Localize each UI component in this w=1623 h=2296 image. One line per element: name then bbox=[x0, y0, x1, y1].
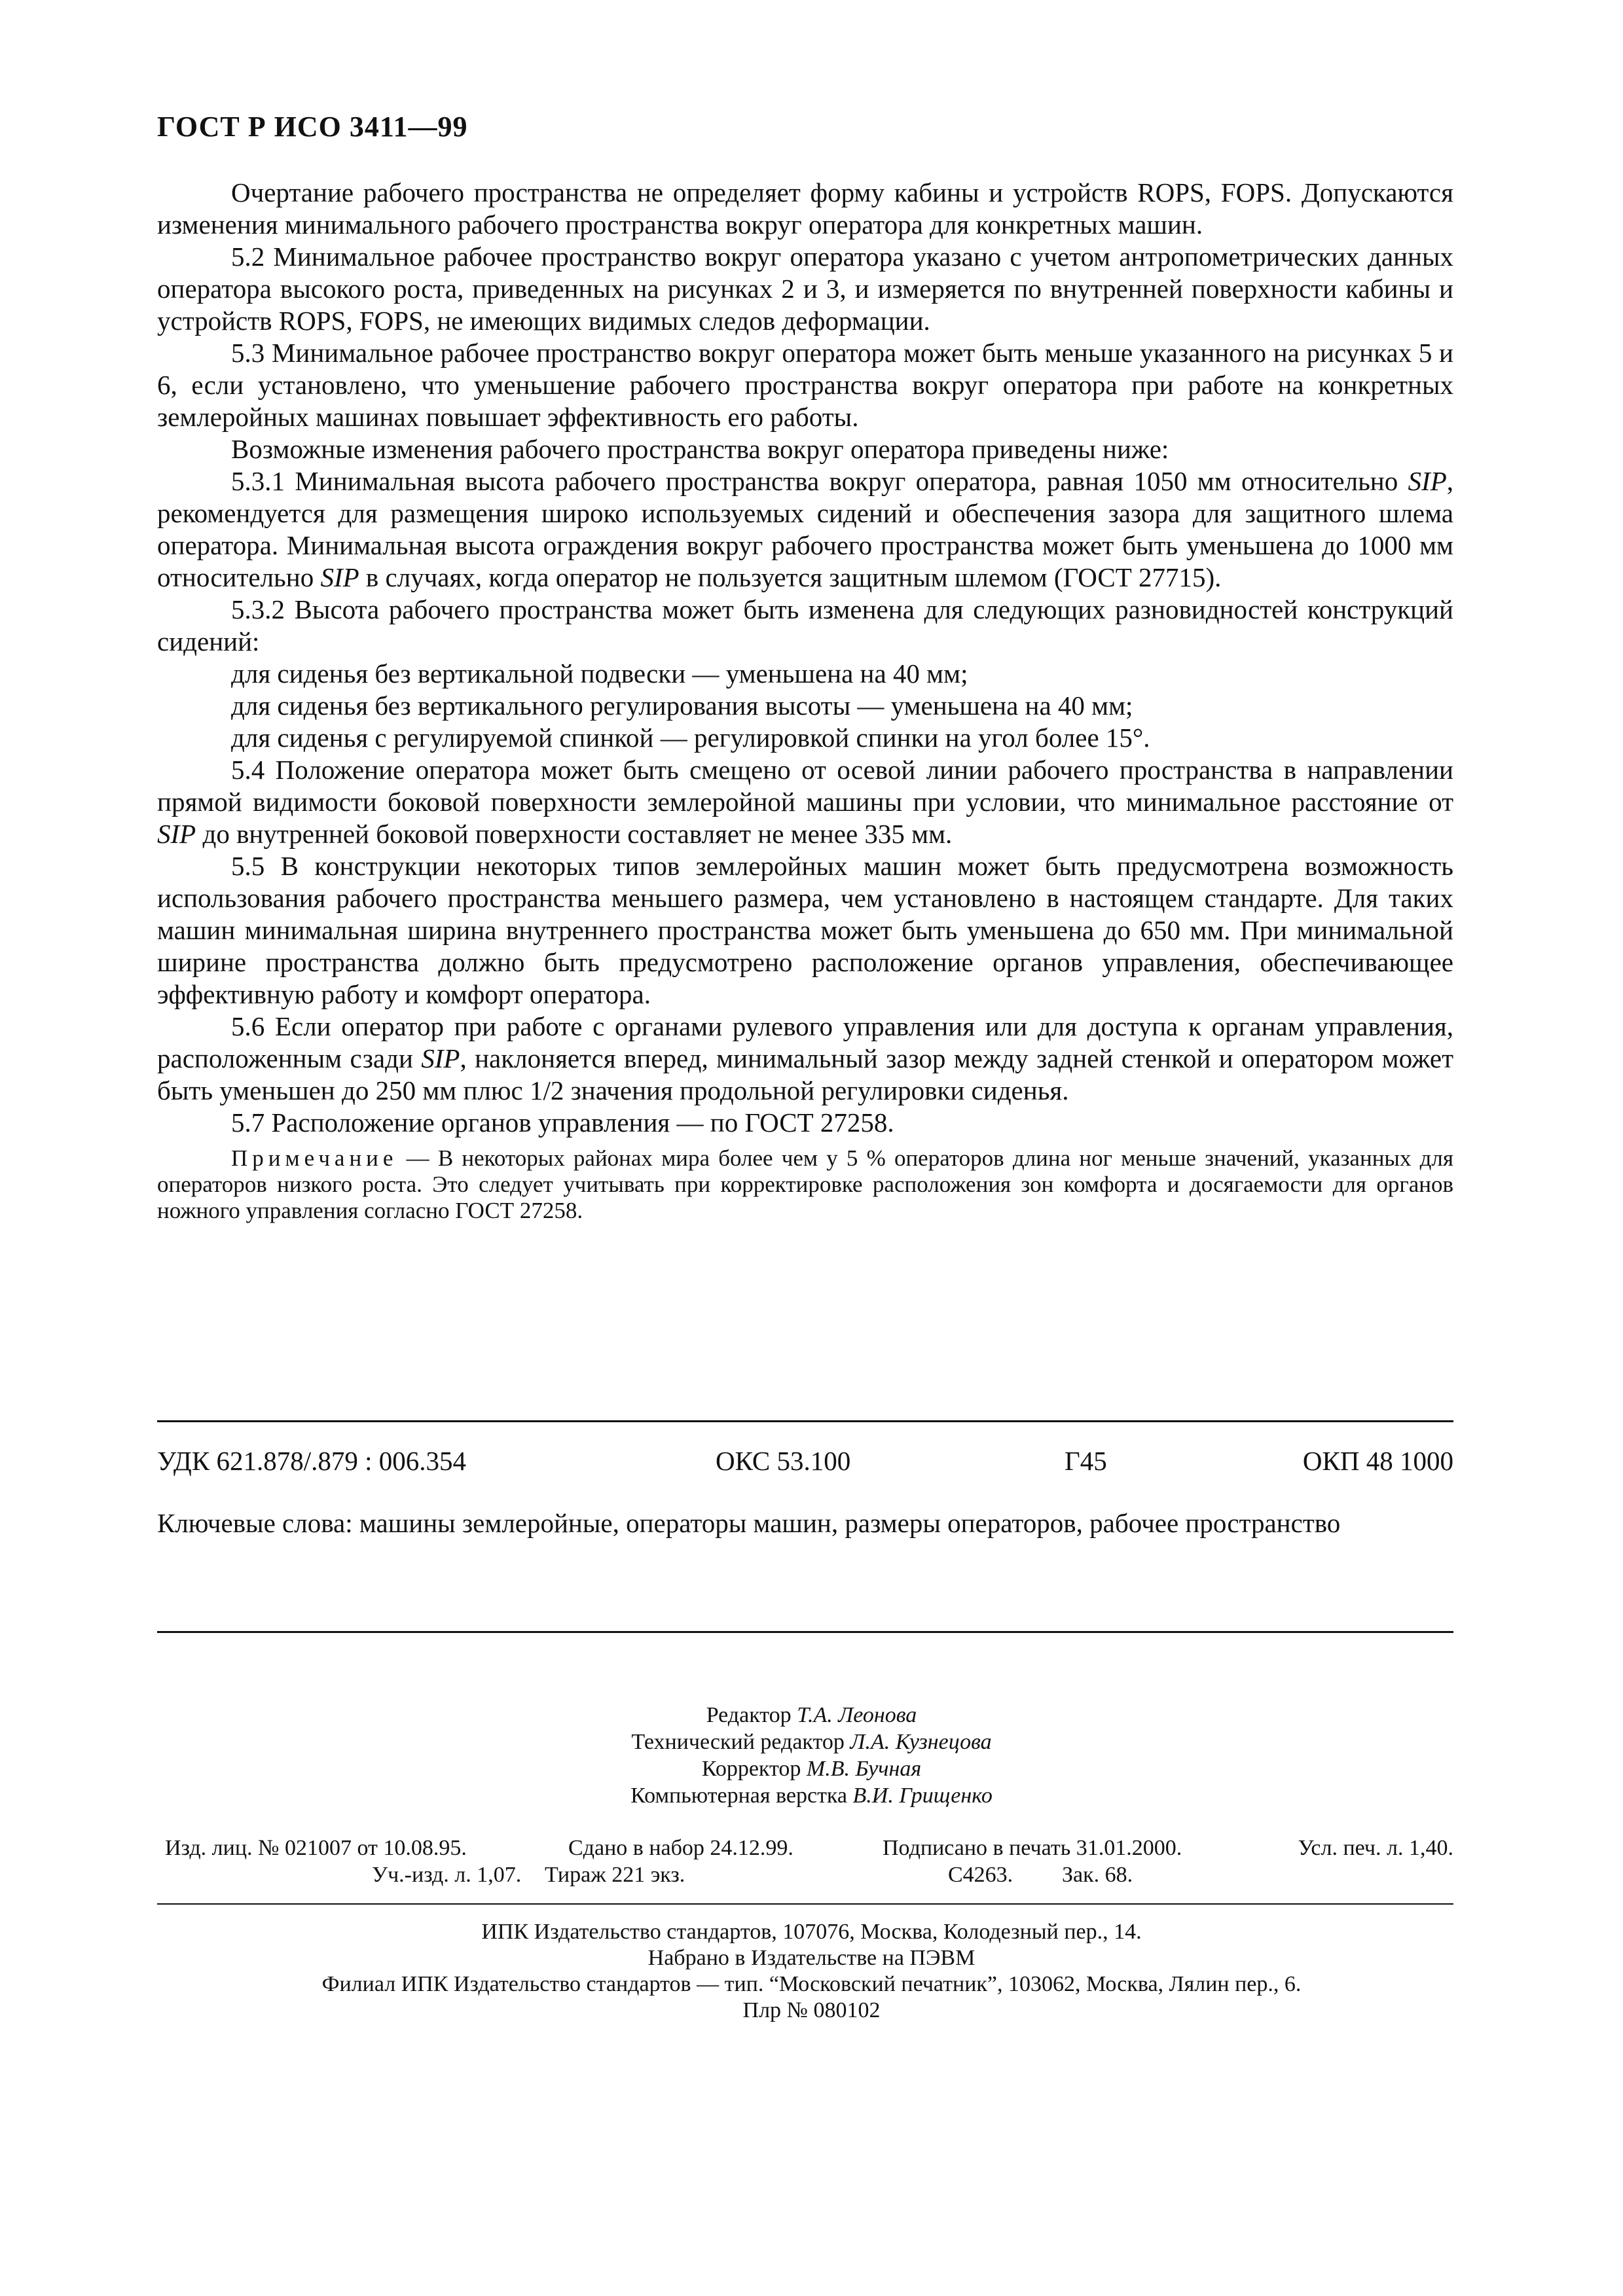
role-label: Корректор bbox=[701, 1757, 807, 1781]
paragraph-5-2: 5.2 Минимальное рабочее пространство вокруг оператора указано с учетом антропометрических данных оператора высокого роста, приведенных на рисунках 2 и 3, и измеряется по внутренней поверхности кабины и устройств ROPS, FOPS, не имеющих видимых следов деформации. bbox=[157, 242, 1453, 336]
pub-sheets: Уч.-изд. л. 1,07. bbox=[372, 1863, 522, 1887]
divider-publication bbox=[157, 1903, 1453, 1905]
role-label: Редактор bbox=[706, 1703, 797, 1727]
tech-editor-line bbox=[0, 1729, 1623, 1755]
okp-code: ОКП 48 1000 bbox=[1302, 1446, 1453, 1476]
note-label: Примечание bbox=[231, 1145, 398, 1171]
note-text: — В некоторых районах мира более чем у 5 % операторов длина ног меньше значений, указанных для операторов низкого роста. Это следует учитывать при корректировке расположения зон комфорта и досягаемости для органов ножного управления согласно ГОСТ 27258. bbox=[157, 1145, 1453, 1223]
print-run: Тираж 221 экз. bbox=[545, 1863, 685, 1887]
paragraph-5-3-1 bbox=[157, 465, 1453, 594]
list-item: для сиденья без вертикального регулирования высоты — уменьшена на 40 мм; bbox=[231, 691, 1133, 721]
sip-term: SIP bbox=[320, 562, 359, 592]
udk-code: УДК 621.878/.879 : 006.354 bbox=[157, 1446, 466, 1476]
paragraph-5-3: 5.3 Минимальное рабочее пространство вокруг оператора может быть меньше указанного на рисунках 5 и 6, если установлено, что уменьшение рабочего пространства вокруг оператора при работе на конкретных землеройных машинах повышает эффективность его работы. bbox=[157, 338, 1453, 432]
typeset-line: Набрано в Издательстве на ПЭВМ bbox=[647, 1946, 976, 1970]
paragraph-5-4 bbox=[157, 754, 1453, 850]
order-number: Зак. 68. bbox=[1062, 1863, 1133, 1887]
text-part: в случаях, когда оператор не пользуется защитным шлемом (ГОСТ 27715). bbox=[359, 562, 1222, 592]
oks-code: ОКС 53.100 bbox=[716, 1446, 851, 1476]
paragraph-5-6 bbox=[157, 1011, 1453, 1107]
printer-line: Филиал ИПК Издательство стандартов — тип. “Московский печатник”, 103062, Москва, Лялин пер., 6. bbox=[321, 1972, 1302, 1996]
signed-date: Подписано в печать 31.01.2000. bbox=[883, 1836, 1182, 1860]
role-label: Компьютерная верстка bbox=[630, 1784, 853, 1808]
divider-bottom bbox=[157, 1631, 1453, 1633]
role-label: Технический редактор bbox=[631, 1730, 850, 1754]
print-code: С4263. bbox=[948, 1863, 1013, 1887]
keywords: Ключевые слова: машины землеройные, операторы машин, размеры операторов, рабочее пространство bbox=[157, 1508, 1341, 1538]
editor-line bbox=[0, 1702, 1623, 1729]
layout-line bbox=[0, 1782, 1623, 1809]
note bbox=[157, 1145, 1453, 1224]
staff-credits bbox=[0, 1702, 1623, 1809]
text-part: 5.4 Положение оператора может быть смещено от осевой линии рабочего пространства в направлении прямой видимости боковой поверхности землеройной машины при условии, что минимальное расстояние от bbox=[157, 755, 1453, 817]
text-part: , наклоняется вперед, минимальный зазор между задней стенкой и оператором может быть уменьшен до 250 мм плюс 1/2 значения продольной регулировки сиденья. bbox=[157, 1043, 1453, 1105]
person-name: В.И. Грищенко bbox=[852, 1784, 993, 1808]
print-sheets: Усл. печ. л. 1,40. bbox=[1298, 1836, 1453, 1860]
text-part: 5.3.1 Минимальная высота рабочего пространства вокруг оператора, равная 1050 мм относительно bbox=[231, 466, 1408, 496]
sip-term: SIP bbox=[157, 819, 196, 849]
person-name: Л.А. Кузнецова bbox=[850, 1730, 992, 1754]
person-name: М.В. Бучная bbox=[806, 1757, 922, 1781]
corrector-line bbox=[0, 1755, 1623, 1782]
sip-term: SIP bbox=[1408, 466, 1447, 496]
paragraph-changes: Возможные изменения рабочего пространства вокруг оператора приведены ниже: bbox=[231, 434, 1169, 464]
divider-top bbox=[157, 1420, 1453, 1422]
submitted-date: Сдано в набор 24.12.99. bbox=[568, 1836, 793, 1860]
paragraph-5-7: 5.7 Расположение органов управления — по ГОСТ 27258. bbox=[231, 1107, 894, 1138]
g-code: Г45 bbox=[1065, 1446, 1107, 1476]
sip-term: SIP bbox=[421, 1043, 460, 1073]
publisher-info bbox=[0, 1919, 1623, 2024]
page-header: ГОСТ Р ИСО 3411—99 bbox=[157, 111, 468, 143]
plr-line: Плр № 080102 bbox=[742, 1998, 881, 2022]
body-text bbox=[157, 177, 1453, 1224]
person-name: Т.А. Леонова bbox=[797, 1703, 917, 1727]
list-item: для сиденья без вертикальной подвески — уменьшена на 40 мм; bbox=[231, 658, 968, 689]
text-part: до внутренней боковой поверхности составляет не менее 335 мм. bbox=[196, 819, 953, 849]
paragraph-intro: Очертание рабочего пространства не определяет форму кабины и устройств ROPS, FOPS. Допускаются изменения минимального рабочего пространства вокруг оператора для конкретных машин. bbox=[157, 177, 1453, 240]
text-part: , рекомендуется для размещения широко используемых сидений и обеспечения зазора для защитного шлема оператора. Минимальная высота ограждения вокруг рабочего пространства может быть уменьшена до 1000 мм относительно bbox=[157, 466, 1453, 592]
license: Изд. лиц. № 021007 от 10.08.95. bbox=[165, 1836, 467, 1860]
paragraph-5-3-2: 5.3.2 Высота рабочего пространства может быть изменена для следующих разновидностей конструкций сидений: bbox=[157, 594, 1453, 656]
publisher-line: ИПК Издательство стандартов, 107076, Москва, Колодезный пер., 14. bbox=[481, 1920, 1142, 1944]
list-item: для сиденья с регулируемой спинкой — регулировкой спинки на угол более 15°. bbox=[231, 723, 1150, 753]
text-part: 5.6 Если оператор при работе с органами рулевого управления или для доступа к органам управления, расположенным сзади bbox=[157, 1011, 1453, 1073]
paragraph-5-5: 5.5 В конструкции некоторых типов землеройных машин может быть предусмотрена возможность использования рабочего пространства меньшего размера, чем установлено в настоящем стандарте. Для таких машин минимальная ширина внутреннего пространства может быть уменьшена до 650 мм. При минимальной ширине пространства должно быть предусмотрено расположение органов управления, обеспечивающее эффективную работу и комфорт оператора. bbox=[157, 851, 1453, 1009]
